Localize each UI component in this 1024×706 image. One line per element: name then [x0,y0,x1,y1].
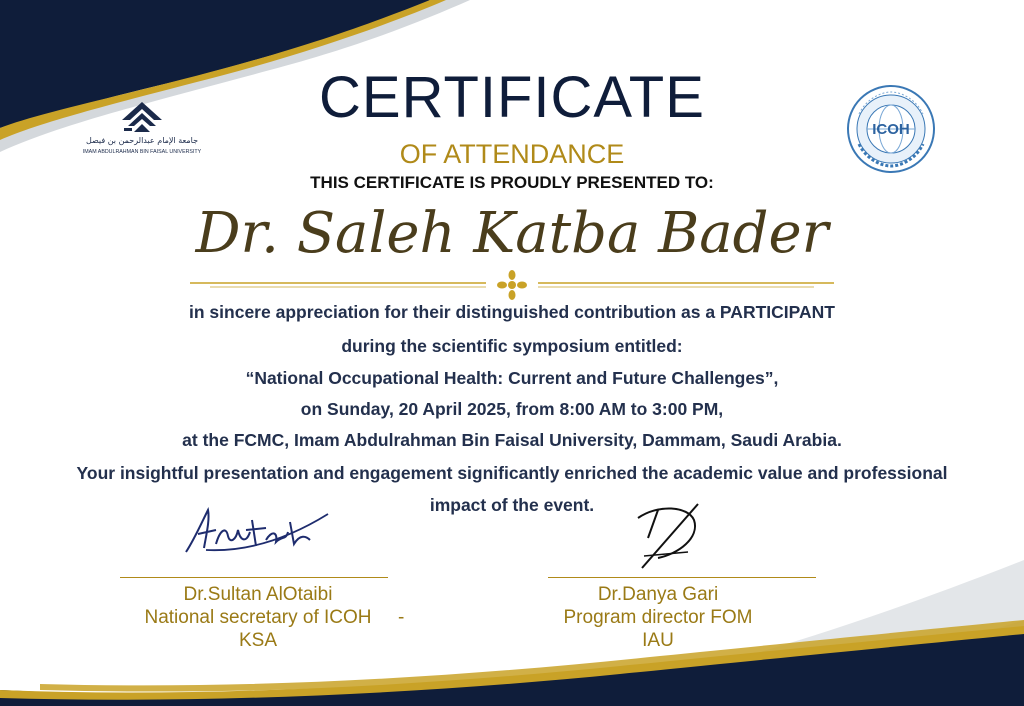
signature-line-right [548,577,816,578]
signature-line-left [120,577,388,578]
body-line-5: at the FCMC, Imam Abdulrahman Bin Faisal University, Dammam, Saudi Arabia. [182,430,842,450]
signatory-1-org: KSA [238,630,278,651]
signatory-2-role: Program director FOM [563,607,753,628]
signatory-2-org: IAU [642,630,674,651]
certificate-subtitle: OF ATTENDANCE [399,139,625,169]
signature-gari [628,498,712,574]
gold-cross-ornament-icon [497,270,527,300]
body-line-2: during the scientific symposium entitled: [341,336,683,356]
signatory-2-name: Dr.Danya Gari [597,584,719,605]
signatory-1-role: National secretary of ICOH [144,607,372,628]
body-line-7: impact of the event. [429,495,595,515]
name-divider [190,270,834,300]
body-line-3: “National Occupational Health: Current and Future Challenges”, [245,368,779,388]
university-name-arabic: جامعة الإمام عبدالرحمن بن فيصل [85,136,199,145]
presented-to-line: THIS CERTIFICATE IS PROUDLY PRESENTED TO: [310,173,714,192]
body-line-4: on Sunday, 20 April 2025, from 8:00 AM to 3:00 PM, [300,399,724,419]
signatory-1-dash: - [398,607,405,628]
university-name-english: IMAM ABDULRAHMAN BIN FAISAL UNIVERSITY [82,149,202,155]
recipient-name: Dr. Saleh Katba Bader [195,201,829,266]
body-line-1: in sincere appreciation for their distinguished contribution as a PARTICIPANT [189,302,835,322]
icoh-logo-text: ICOH [872,121,910,138]
certificate-title: CERTIFICATE [319,65,705,130]
signatory-1-name: Dr.Sultan AlOtaibi [183,584,333,605]
signature-alotaibi [176,500,336,560]
body-line-6: Your insightful presentation and engagement significantly enriched the academic value and professional [76,463,948,483]
